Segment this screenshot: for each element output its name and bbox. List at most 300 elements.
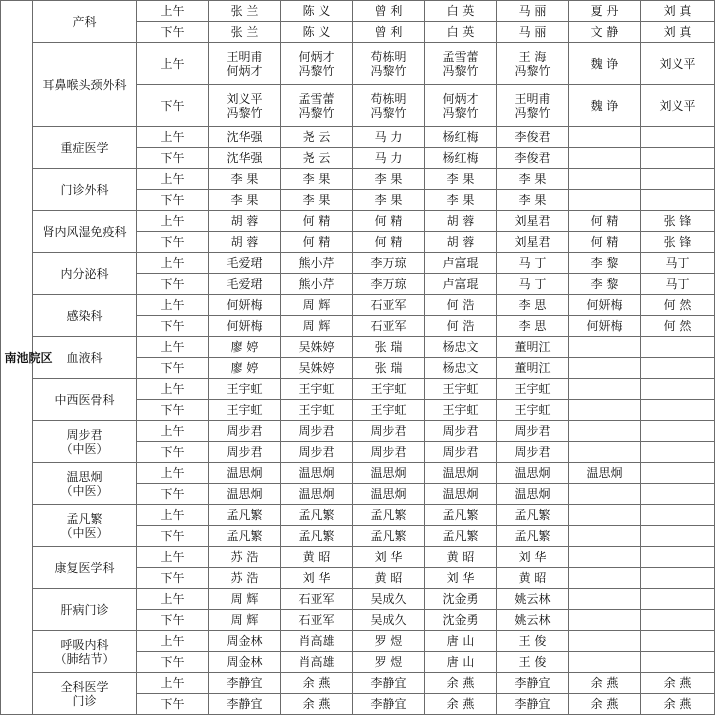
department-subtitle: （中医） xyxy=(60,525,109,540)
campus-text: 南池院区 xyxy=(4,350,53,365)
doctor-name: 杨忠文 xyxy=(442,361,479,375)
doctor-cell xyxy=(497,631,569,652)
doctor-cell xyxy=(497,190,569,211)
doctor-cell xyxy=(353,526,425,547)
session-label: 下午 xyxy=(137,190,209,211)
doctor-name: 马 力 xyxy=(374,151,403,165)
doctor-name: 孟凡繁 xyxy=(226,508,263,522)
doctor-name: 杨忠文 xyxy=(442,340,479,354)
doctor-name: 王宇虹 xyxy=(226,403,263,417)
doctor-name: 孟凡繁 xyxy=(442,529,479,543)
department-cell xyxy=(33,253,137,295)
doctor-name: 李 果 xyxy=(302,193,331,207)
doctor-name: 熊小芹 xyxy=(298,256,335,270)
doctor-cell xyxy=(353,652,425,673)
doctor-name: 李 果 xyxy=(302,172,331,186)
doctor-cell xyxy=(497,43,569,85)
doctor-cell xyxy=(425,610,497,631)
doctor-name: 刘星君 xyxy=(514,235,551,249)
doctor-cell xyxy=(353,1,425,22)
doctor-name: 周 辉 xyxy=(302,298,331,312)
doctor-cell xyxy=(209,463,281,484)
doctor-name: 余 燕 xyxy=(590,697,619,711)
doctor-cell xyxy=(425,211,497,232)
doctor-name: 温思炯 xyxy=(442,487,479,501)
doctor-cell xyxy=(497,253,569,274)
doctor-name: 李 果 xyxy=(230,172,259,186)
table-row xyxy=(1,253,715,274)
doctor-cell xyxy=(425,652,497,673)
doctor-cell xyxy=(641,673,715,694)
doctor-cell xyxy=(425,694,497,715)
doctor-cell xyxy=(209,505,281,526)
department-name: 肾内风湿免疫科 xyxy=(42,224,127,239)
doctor-cell xyxy=(425,85,497,127)
doctor-name: 冯黎竹 xyxy=(514,105,551,120)
doctor-cell xyxy=(641,631,715,652)
doctor-name: 李 果 xyxy=(446,193,475,207)
doctor-cell xyxy=(353,547,425,568)
doctor-cell xyxy=(281,211,353,232)
doctor-cell xyxy=(569,463,641,484)
doctor-cell xyxy=(497,505,569,526)
doctor-cell xyxy=(281,463,353,484)
session-label: 下午 xyxy=(137,22,209,43)
doctor-cell xyxy=(641,484,715,505)
department-name: 产科 xyxy=(72,14,97,29)
doctor-name: 苏 浩 xyxy=(230,571,259,585)
doctor-cell xyxy=(353,148,425,169)
doctor-name: 李 果 xyxy=(374,193,403,207)
table-row xyxy=(1,631,715,652)
department-name: 康复医学科 xyxy=(54,560,115,575)
doctor-name: 余 燕 xyxy=(663,697,692,711)
doctor-name: 马 丽 xyxy=(518,25,547,39)
session-label: 下午 xyxy=(137,610,209,631)
doctor-name: 何 然 xyxy=(663,298,692,312)
doctor-cell xyxy=(209,169,281,190)
doctor-name: 姚云林 xyxy=(514,613,551,627)
doctor-name: 魏 诤 xyxy=(590,98,619,113)
doctor-name: 董明江 xyxy=(514,340,551,354)
doctor-cell xyxy=(209,442,281,463)
doctor-name: 何妍梅 xyxy=(226,319,263,333)
doctor-cell xyxy=(425,232,497,253)
doctor-cell xyxy=(569,358,641,379)
doctor-cell xyxy=(425,673,497,694)
doctor-name: 吴成久 xyxy=(370,592,407,606)
doctor-name: 温思炯 xyxy=(298,466,335,480)
session-label: 上午 xyxy=(137,631,209,652)
doctor-cell xyxy=(569,652,641,673)
doctor-cell xyxy=(641,85,715,127)
doctor-cell xyxy=(425,169,497,190)
session-label: 上午 xyxy=(137,379,209,400)
doctor-name: 李静宜 xyxy=(370,697,407,711)
doctor-name: 李静宜 xyxy=(514,697,551,711)
doctor-name: 何 精 xyxy=(374,235,403,249)
department-name: 内分泌科 xyxy=(60,266,109,281)
doctor-cell xyxy=(641,232,715,253)
doctor-cell xyxy=(425,589,497,610)
doctor-cell xyxy=(569,694,641,715)
doctor-cell xyxy=(569,610,641,631)
doctor-cell xyxy=(641,505,715,526)
table-row xyxy=(1,547,715,568)
doctor-name: 肖高雄 xyxy=(298,655,335,669)
doctor-cell xyxy=(497,169,569,190)
doctor-name: 李 果 xyxy=(518,172,547,186)
doctor-name: 孟雪蕾 xyxy=(442,49,479,64)
doctor-name: 李 果 xyxy=(446,172,475,186)
doctor-name: 何 精 xyxy=(374,214,403,228)
doctor-cell xyxy=(641,358,715,379)
doctor-cell xyxy=(281,547,353,568)
doctor-name: 李 黎 xyxy=(590,277,619,291)
doctor-cell xyxy=(209,694,281,715)
doctor-cell xyxy=(281,379,353,400)
doctor-cell xyxy=(281,652,353,673)
doctor-cell xyxy=(281,274,353,295)
department-name: 血液科 xyxy=(66,350,103,365)
doctor-cell xyxy=(281,442,353,463)
doctor-cell xyxy=(569,295,641,316)
department-subtitle: 门诊 xyxy=(72,693,97,708)
doctor-name: 周步君 xyxy=(370,424,407,438)
doctor-name: 温思炯 xyxy=(298,487,335,501)
doctor-cell xyxy=(641,694,715,715)
session-label: 上午 xyxy=(137,127,209,148)
department-name: 重症医学 xyxy=(60,140,109,155)
doctor-cell xyxy=(209,547,281,568)
doctor-name: 周步君 xyxy=(514,424,551,438)
session-label: 上午 xyxy=(137,43,209,85)
doctor-cell xyxy=(209,421,281,442)
doctor-name: 温思炯 xyxy=(442,466,479,480)
department-name: 温思炯 xyxy=(66,469,103,484)
doctor-cell xyxy=(497,526,569,547)
doctor-cell xyxy=(353,43,425,85)
doctor-cell xyxy=(425,547,497,568)
doctor-cell xyxy=(209,232,281,253)
doctor-cell xyxy=(569,85,641,127)
doctor-name: 余 燕 xyxy=(302,697,331,711)
doctor-name: 周 辉 xyxy=(230,592,259,606)
doctor-name: 王宇虹 xyxy=(226,382,263,396)
doctor-cell xyxy=(569,211,641,232)
doctor-cell xyxy=(641,148,715,169)
doctor-name: 杨红梅 xyxy=(442,130,479,144)
doctor-name: 张 兰 xyxy=(230,4,259,18)
doctor-name: 李静宜 xyxy=(226,697,263,711)
doctor-cell xyxy=(209,358,281,379)
doctor-name: 何炳才 xyxy=(298,49,335,64)
doctor-cell xyxy=(425,358,497,379)
doctor-name: 李静宜 xyxy=(226,676,263,690)
department-cell xyxy=(33,1,137,43)
doctor-name: 曾 利 xyxy=(374,4,403,18)
doctor-cell xyxy=(209,589,281,610)
doctor-cell xyxy=(425,568,497,589)
doctor-cell xyxy=(281,337,353,358)
schedule-body xyxy=(1,1,715,715)
doctor-name: 胡 蓉 xyxy=(230,235,259,249)
doctor-cell xyxy=(281,505,353,526)
doctor-cell xyxy=(569,169,641,190)
doctor-name: 王宇虹 xyxy=(514,382,551,396)
department-cell xyxy=(33,505,137,547)
doctor-name: 马 丁 xyxy=(518,277,547,291)
doctor-name: 李 思 xyxy=(518,319,547,333)
doctor-cell xyxy=(641,547,715,568)
table-row xyxy=(1,421,715,442)
doctor-cell xyxy=(281,169,353,190)
doctor-cell xyxy=(425,127,497,148)
doctor-name: 魏 诤 xyxy=(590,56,619,71)
doctor-name: 沈华强 xyxy=(226,130,263,144)
doctor-name: 何炳才 xyxy=(226,63,263,78)
doctor-name: 张 瑞 xyxy=(374,340,403,354)
doctor-cell xyxy=(497,1,569,22)
doctor-cell xyxy=(641,211,715,232)
doctor-name: 苟栋明 xyxy=(370,49,407,64)
doctor-cell xyxy=(209,211,281,232)
doctor-cell xyxy=(569,505,641,526)
doctor-name: 马丁 xyxy=(665,256,690,270)
doctor-name: 冯黎竹 xyxy=(514,63,551,78)
doctor-cell xyxy=(641,295,715,316)
doctor-cell xyxy=(425,421,497,442)
doctor-name: 孟凡繁 xyxy=(298,508,335,522)
session-label: 上午 xyxy=(137,295,209,316)
doctor-cell xyxy=(209,253,281,274)
doctor-cell xyxy=(569,400,641,421)
doctor-cell xyxy=(425,43,497,85)
doctor-cell xyxy=(497,463,569,484)
table-row xyxy=(1,505,715,526)
table-row xyxy=(1,589,715,610)
doctor-name: 温思炯 xyxy=(226,466,263,480)
doctor-cell xyxy=(497,85,569,127)
doctor-cell xyxy=(641,400,715,421)
doctor-name: 张 锋 xyxy=(663,214,692,228)
doctor-cell xyxy=(353,337,425,358)
doctor-cell xyxy=(209,1,281,22)
doctor-cell xyxy=(569,547,641,568)
doctor-cell xyxy=(353,505,425,526)
doctor-name: 李静宜 xyxy=(370,676,407,690)
doctor-cell xyxy=(497,547,569,568)
doctor-cell xyxy=(641,526,715,547)
doctor-cell xyxy=(569,148,641,169)
doctor-cell xyxy=(209,673,281,694)
session-label: 下午 xyxy=(137,694,209,715)
session-label: 下午 xyxy=(137,442,209,463)
doctor-cell xyxy=(497,22,569,43)
doctor-name: 王宇虹 xyxy=(370,382,407,396)
doctor-name: 沈华强 xyxy=(226,151,263,165)
session-label: 下午 xyxy=(137,274,209,295)
doctor-name: 刘义平 xyxy=(226,91,263,106)
doctor-name: 余 燕 xyxy=(446,697,475,711)
doctor-cell xyxy=(569,127,641,148)
doctor-name: 孟凡繁 xyxy=(370,508,407,522)
doctor-name: 刘 华 xyxy=(302,571,331,585)
doctor-name: 刘 真 xyxy=(663,25,692,39)
doctor-name: 王宇虹 xyxy=(370,403,407,417)
doctor-name: 刘 真 xyxy=(663,4,692,18)
doctor-name: 何 精 xyxy=(302,214,331,228)
doctor-cell xyxy=(497,274,569,295)
doctor-name: 张 兰 xyxy=(230,25,259,39)
doctor-cell xyxy=(353,211,425,232)
doctor-cell xyxy=(569,568,641,589)
doctor-name: 孟凡繁 xyxy=(514,529,551,543)
doctor-cell xyxy=(281,484,353,505)
doctor-cell xyxy=(353,127,425,148)
department-subtitle: （肺结节） xyxy=(54,651,115,666)
doctor-cell xyxy=(209,295,281,316)
doctor-cell xyxy=(497,652,569,673)
department-name: 全科医学 xyxy=(60,679,109,694)
doctor-name: 冯黎竹 xyxy=(442,63,479,78)
doctor-name: 廖 婷 xyxy=(230,361,259,375)
doctor-cell xyxy=(353,274,425,295)
doctor-cell xyxy=(641,379,715,400)
session-label: 下午 xyxy=(137,148,209,169)
doctor-name: 刘义平 xyxy=(659,56,696,71)
doctor-cell xyxy=(497,421,569,442)
doctor-cell xyxy=(353,316,425,337)
doctor-cell xyxy=(209,337,281,358)
doctor-name: 董明江 xyxy=(514,361,551,375)
doctor-name: 尧 云 xyxy=(302,130,331,144)
doctor-cell xyxy=(209,127,281,148)
doctor-name: 孟凡繁 xyxy=(514,508,551,522)
doctor-cell xyxy=(497,127,569,148)
doctor-cell xyxy=(497,232,569,253)
doctor-cell xyxy=(569,22,641,43)
doctor-cell xyxy=(425,463,497,484)
doctor-cell xyxy=(641,43,715,85)
session-label: 下午 xyxy=(137,568,209,589)
doctor-cell xyxy=(425,1,497,22)
doctor-name: 吴姝婷 xyxy=(298,340,335,354)
doctor-name: 尧 云 xyxy=(302,151,331,165)
doctor-name: 李俊君 xyxy=(514,130,551,144)
doctor-name: 张 锋 xyxy=(663,235,692,249)
doctor-name: 李 黎 xyxy=(590,256,619,270)
doctor-cell xyxy=(281,232,353,253)
table-row xyxy=(1,379,715,400)
doctor-cell xyxy=(569,337,641,358)
doctor-cell xyxy=(569,526,641,547)
doctor-name: 毛爱珺 xyxy=(226,256,263,270)
doctor-cell xyxy=(641,337,715,358)
doctor-cell xyxy=(497,568,569,589)
doctor-cell xyxy=(353,295,425,316)
doctor-name: 温思炯 xyxy=(370,487,407,501)
table-row xyxy=(1,295,715,316)
doctor-name: 周步君 xyxy=(298,424,335,438)
doctor-name: 张 瑞 xyxy=(374,361,403,375)
table-row xyxy=(1,127,715,148)
department-cell xyxy=(33,43,137,127)
doctor-cell xyxy=(281,85,353,127)
doctor-name: 石亚军 xyxy=(298,613,335,627)
doctor-name: 温思炯 xyxy=(370,466,407,480)
doctor-name: 唐 山 xyxy=(446,634,475,648)
department-name: 周步君 xyxy=(66,427,103,442)
session-label: 上午 xyxy=(137,1,209,22)
doctor-name: 王明甫 xyxy=(514,91,551,106)
doctor-cell xyxy=(353,379,425,400)
doctor-cell xyxy=(209,379,281,400)
doctor-name: 冯黎竹 xyxy=(442,105,479,120)
doctor-name: 冯黎竹 xyxy=(298,63,335,78)
department-name: 呼吸内科 xyxy=(60,637,109,652)
doctor-cell xyxy=(281,568,353,589)
doctor-name: 李万琼 xyxy=(370,277,407,291)
doctor-name: 何炳才 xyxy=(442,91,479,106)
doctor-name: 夏 丹 xyxy=(590,4,619,18)
doctor-name: 马 丁 xyxy=(518,256,547,270)
doctor-name: 马 丽 xyxy=(518,4,547,18)
doctor-cell xyxy=(209,484,281,505)
doctor-cell xyxy=(497,337,569,358)
doctor-cell xyxy=(353,631,425,652)
doctor-cell xyxy=(569,316,641,337)
doctor-cell xyxy=(497,589,569,610)
doctor-name: 王宇虹 xyxy=(298,403,335,417)
doctor-name: 李静宜 xyxy=(514,676,551,690)
doctor-name: 何妍梅 xyxy=(586,298,623,312)
doctor-cell xyxy=(641,652,715,673)
doctor-name: 胡 蓉 xyxy=(446,214,475,228)
doctor-cell xyxy=(281,1,353,22)
department-name: 感染科 xyxy=(66,308,103,323)
doctor-name: 冯黎竹 xyxy=(370,105,407,120)
doctor-name: 黄 昭 xyxy=(302,550,331,564)
doctor-name: 王宇虹 xyxy=(298,382,335,396)
doctor-name: 何妍梅 xyxy=(586,319,623,333)
doctor-cell xyxy=(209,274,281,295)
doctor-cell xyxy=(497,673,569,694)
department-cell xyxy=(33,379,137,421)
doctor-name: 冯黎竹 xyxy=(298,105,335,120)
doctor-cell xyxy=(353,442,425,463)
doctor-cell xyxy=(497,379,569,400)
doctor-cell xyxy=(209,190,281,211)
doctor-name: 文 静 xyxy=(590,25,619,39)
doctor-cell xyxy=(641,127,715,148)
doctor-cell xyxy=(209,526,281,547)
department-name: 中西医骨科 xyxy=(54,392,115,407)
doctor-name: 苏 浩 xyxy=(230,550,259,564)
doctor-name: 周步君 xyxy=(442,424,479,438)
department-cell xyxy=(33,169,137,211)
doctor-name: 陈 义 xyxy=(302,25,331,39)
doctor-cell xyxy=(569,232,641,253)
doctor-name: 王宇虹 xyxy=(442,403,479,417)
doctor-name: 胡 蓉 xyxy=(446,235,475,249)
doctor-cell xyxy=(281,148,353,169)
doctor-cell xyxy=(209,610,281,631)
doctor-cell xyxy=(425,274,497,295)
doctor-name: 杨红梅 xyxy=(442,151,479,165)
table-row xyxy=(1,463,715,484)
doctor-cell xyxy=(641,463,715,484)
